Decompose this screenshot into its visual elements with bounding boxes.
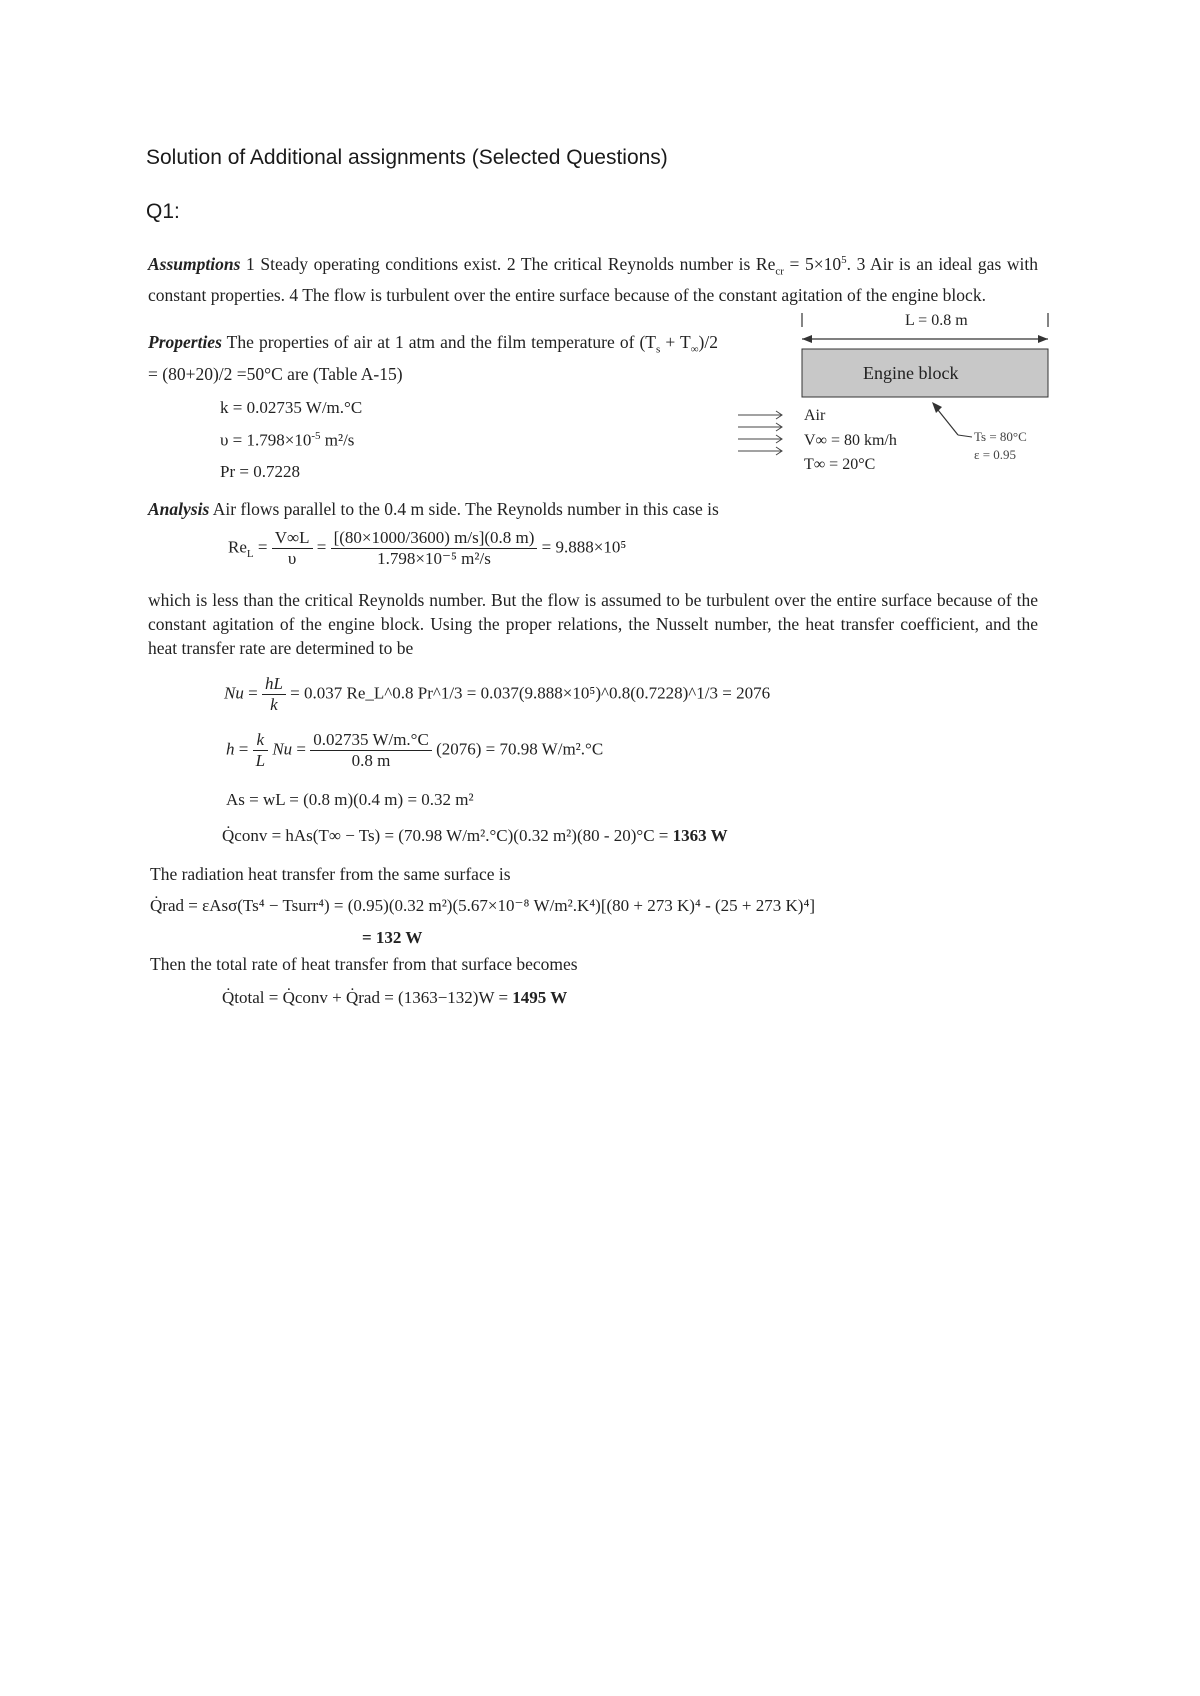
properties-heading: Properties (148, 332, 222, 352)
qconv-equation (222, 826, 728, 846)
assumptions-text-2: = 5×10 (783, 253, 842, 274)
nu-exp: -5 (311, 430, 321, 442)
nusselt-equation: Nu = $\frac{hL}{k}$ = 0.037 Re_L^0.8 Pr^1/3 = 0.037(9.888×10⁵)^0.8(0.7228)^1/3 = 2076 (224, 674, 771, 714)
qrad-equation: Q̇rad = εAsσ(Ts⁴ − Tsurr⁴) = (0.95)(0.32 m²)(5.67×10⁻⁸ W/m².K⁴)[(80 + 273 K)⁴ - (25 + 273 K)⁴] (150, 896, 816, 915)
pr-value: Pr = 0.7228 (220, 462, 300, 481)
air-temp-label: T∞ = 20°C (804, 456, 876, 473)
re-num-2: [(80×1000/3600) m/s](0.8 m) (331, 528, 538, 549)
k-over-l: $\frac{k}{L}$ (253, 730, 268, 771)
radiation-text: The radiation heat transfer from the same surface is (150, 864, 511, 884)
h-eq: (2076) = 70.98 W/m².°C (436, 739, 604, 759)
h-den: 0.8 m (351, 751, 391, 770)
assumptions-text: 1 Steady operating conditions exist. 2 The critical Reynolds number is Re (246, 253, 776, 274)
re-den-2: 1.798×10⁻⁵ m²/s (377, 549, 491, 568)
surface-temp-label: Ts = 80°C (974, 429, 1027, 444)
nu-unit: m²/s (320, 430, 355, 450)
nu-fraction: $\frac{hL}{k}$ (262, 674, 286, 715)
total-text: Then the total rate of heat transfer from that surface becomes (150, 954, 578, 974)
emissivity-label: ε = 0.95 (974, 447, 1017, 462)
properties-text-2: + T (660, 332, 691, 352)
re-den: υ (287, 549, 297, 568)
assumptions-paragraph (148, 248, 1038, 307)
re-fraction-2 (331, 528, 538, 569)
dim-arrow-right (1038, 335, 1048, 343)
surface-pointer-head (932, 402, 942, 413)
assumptions-text-3: . 3 Air is an ideal gas with constant properties. 4 The flow is turbulent over the entire surface because of the constant agitation of the engine block. (148, 253, 1038, 306)
analysis-heading: Analysis (148, 499, 210, 519)
block-label: Engine block (863, 363, 959, 383)
analysis-text: Air flows parallel to the 0.4 m side. The Reynolds number in this case is (212, 499, 719, 519)
assumptions-sup: 5 (841, 254, 847, 266)
area-equation: As = wL = (0.8 m)(0.4 m) = 0.32 m² (226, 790, 474, 809)
question-label: Q1: (146, 200, 180, 223)
h-fraction (310, 730, 432, 771)
nu-value (220, 430, 354, 451)
air-label: Air (804, 407, 826, 424)
page-title: Solution of Additional assignments (Selected Questions) (146, 146, 668, 169)
qtotal-equation (222, 988, 567, 1008)
engine-block-diagram (720, 305, 1060, 480)
length-label: L = 0.8 m (905, 312, 968, 329)
qconv-eq: Q̇conv = hAs(T∞ − Ts) = (70.98 W/m².°C)(0.32 m²)(80 - 20)°C = (222, 826, 673, 845)
properties-paragraph: Properties The properties of air at 1 atm and the film temperature of $(T_s + T_\infty)/2 = (80+20)/2 =50^\circ C$ are (Table A-15) (148, 332, 718, 384)
qtotal-result: 1495 W (512, 988, 568, 1007)
re-num: V∞L (272, 528, 313, 549)
velocity-label: V∞ = 80 km/h (804, 432, 897, 449)
air-flow-arrows (738, 411, 782, 455)
properties-text-3: )/2 = (80+20)/2 =50°C are (Table A-15) (148, 332, 718, 384)
qtotal-eq: Q̇total = Q̇conv + Q̇rad = (1363−132)W = (222, 988, 513, 1007)
assumptions-sub: cr (775, 265, 784, 278)
re-result: = 9.888×10⁵ (541, 537, 627, 557)
analysis-paragraph (148, 497, 1038, 521)
re-fraction-1 (272, 528, 313, 569)
re-lhs: Re (228, 537, 247, 557)
h-equation: h = $\frac{k}{L}$ Nu = $\frac{0.02735 W/m.^\circ C}{0.8 m}$ (2076) = 70.98 W/m².°C (226, 730, 604, 770)
qrad-result: = 132 W (362, 928, 423, 947)
diagram-svg (720, 305, 1060, 480)
k-value: k = 0.02735 W/m.°C (220, 398, 363, 417)
properties-text: The properties of air at 1 atm and the film temperature of (T (226, 332, 656, 352)
dim-arrow-left (802, 335, 812, 343)
qconv-result: 1363 W (672, 826, 728, 845)
reynolds-equation: $Re_L$ = $\frac{V\infty L}{\upsilon}$ = $\frac{[(80\times 1000/3600) m/s](0.8 m)}{\text{1.798×10⁻⁵ m²/s}}$ = 9.888×10⁵ (228, 528, 627, 568)
nu-eq: = 0.037 Re_L^0.8 Pr^1/3 = 0.037(9.888×10⁵)^0.8(0.7228)^1/3 = 2076 (290, 683, 771, 703)
h-num: 0.02735 W/m.°C (310, 730, 432, 751)
surface-pointer-tail (958, 435, 972, 437)
below-critical-paragraph: which is less than the critical Reynolds number. But the flow is assumed to be turbulent over the entire surface because of the constant agitation of the engine block. Using the proper relations, the Nusselt number, the heat transfer coefficient, and the heat transfer rate are determined to be (148, 590, 1038, 658)
assumptions-heading: Assumptions (148, 253, 241, 274)
nu-text: υ = 1.798×10 (220, 430, 312, 450)
